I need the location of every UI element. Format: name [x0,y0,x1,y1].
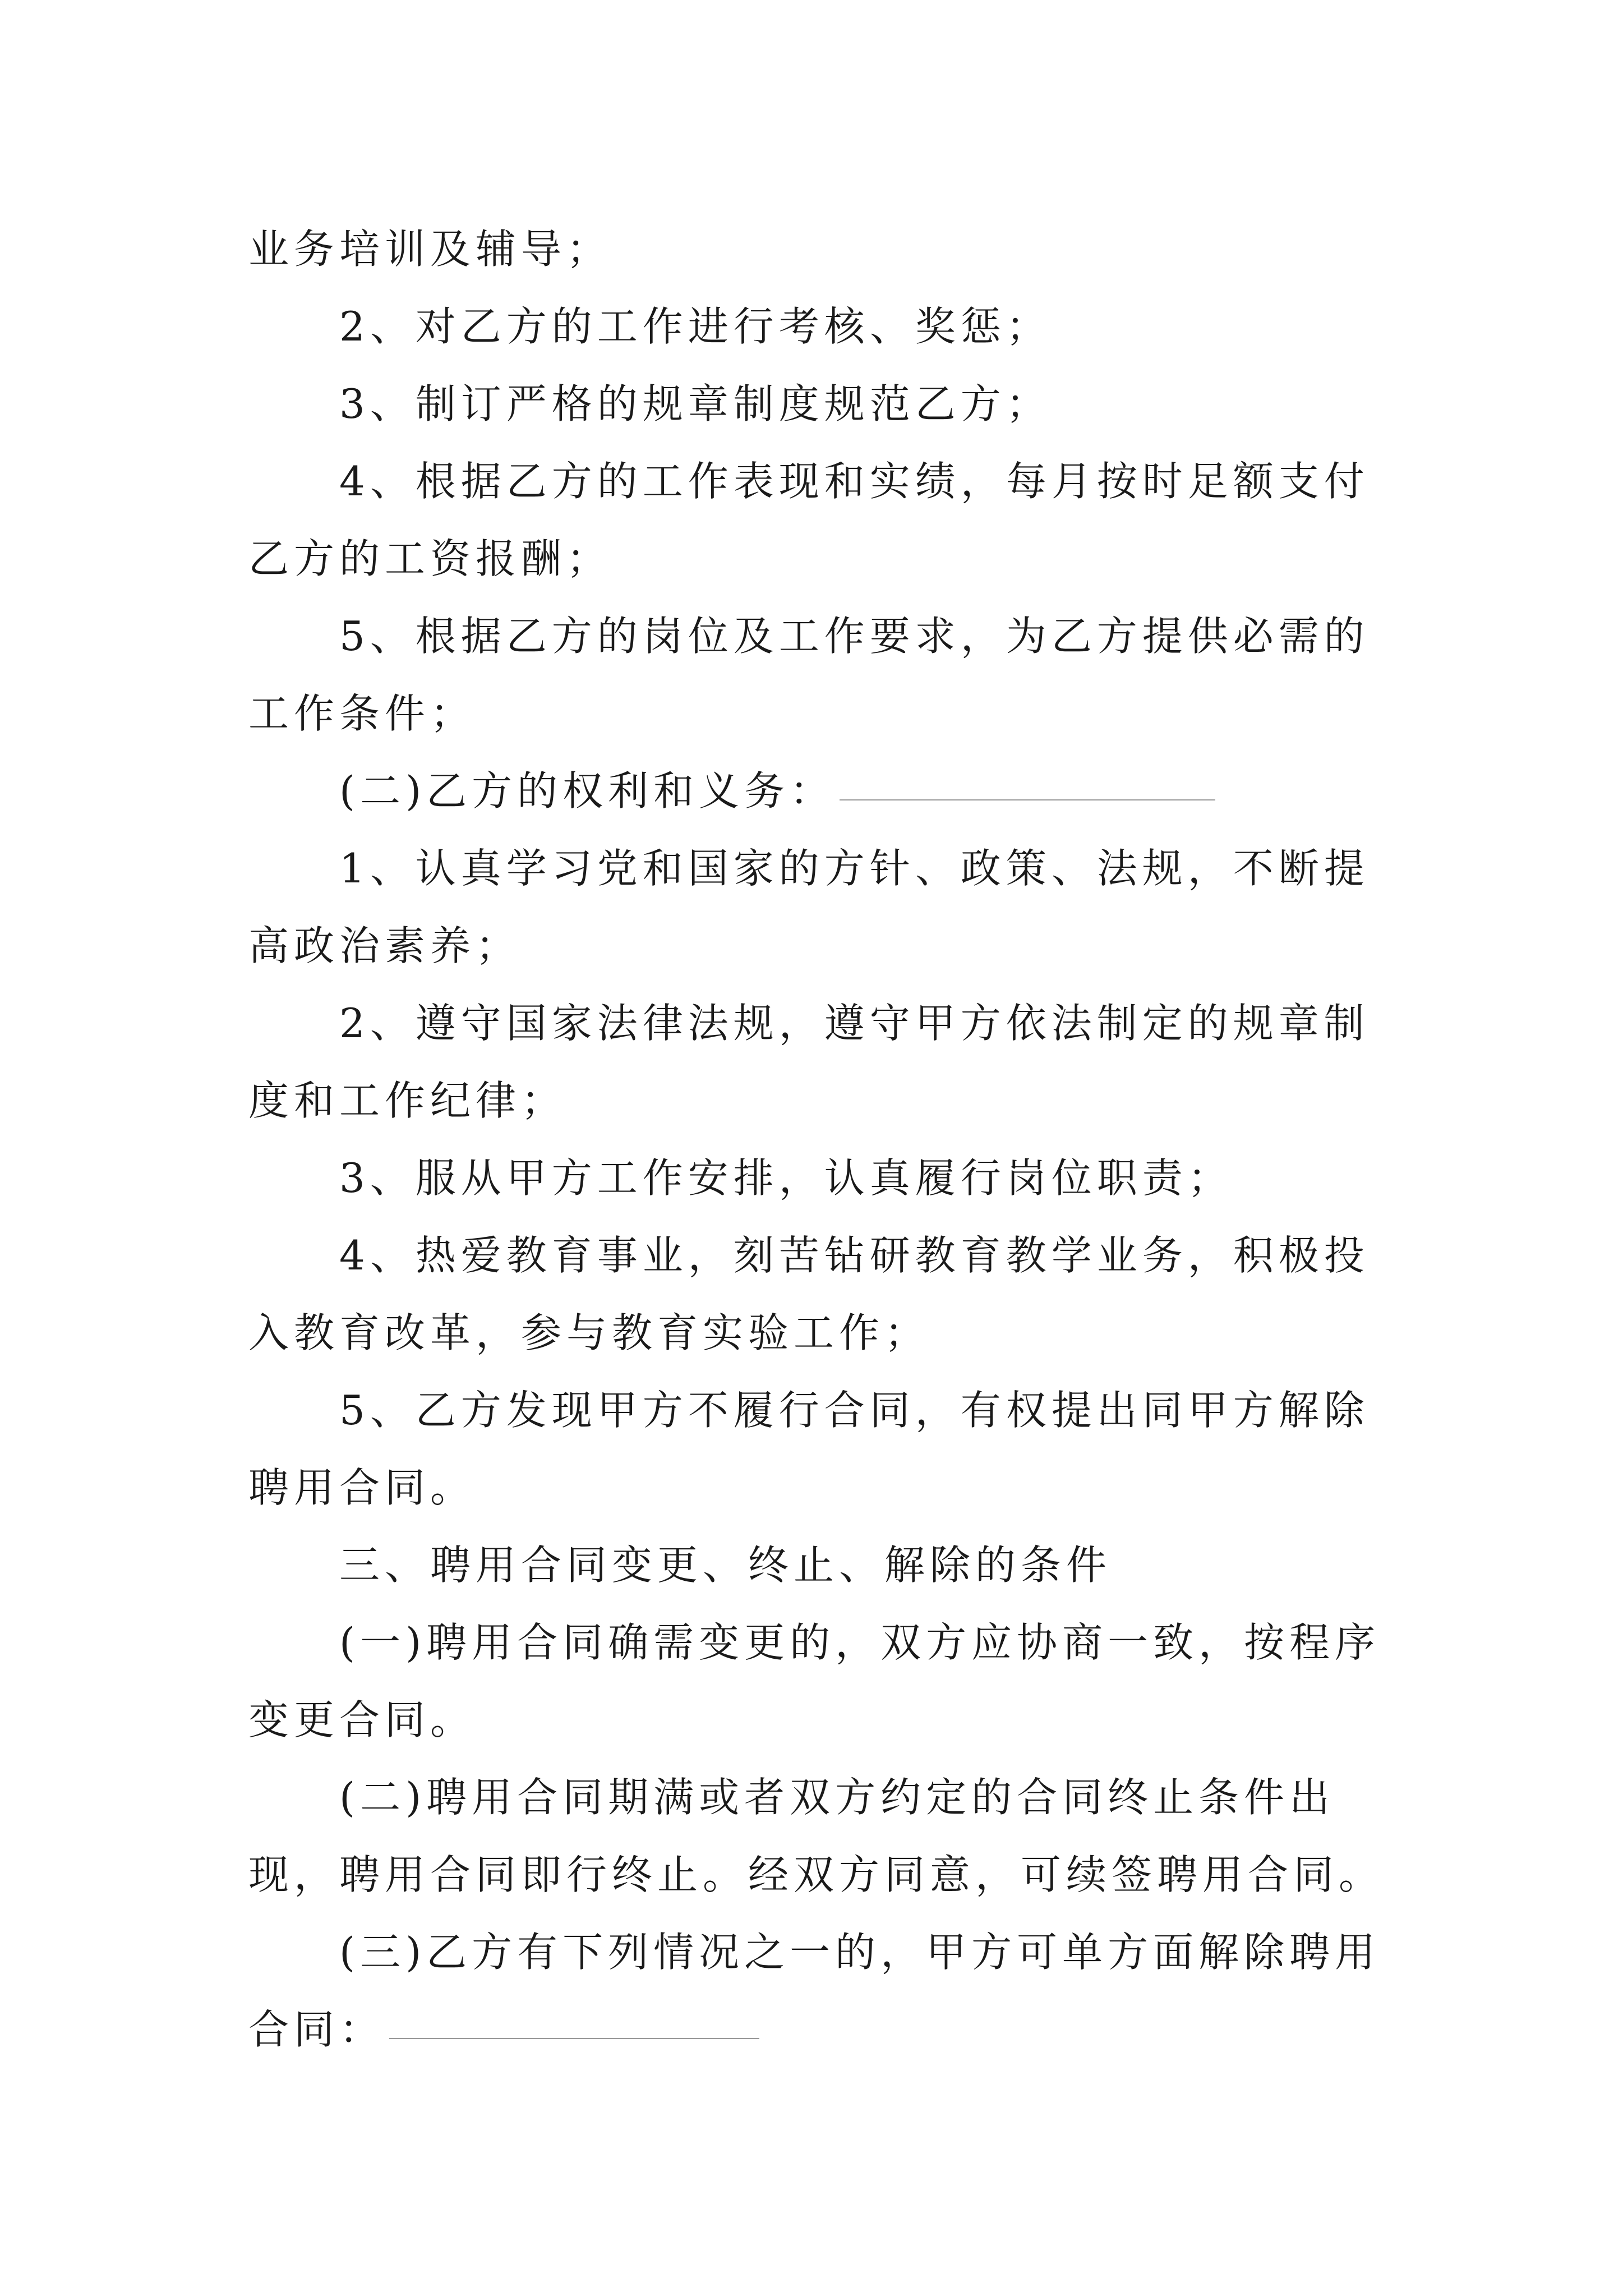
unilateral-termination-text: (三)乙方有下列情况之一的，甲方可单方面解除聘用合同： [248,1929,1381,2053]
document-body [248,210,1387,2068]
paragraph-item-2-assessment: 2、对乙方的工作进行考核、奖惩； [339,303,1052,350]
paragraph-b-item-2-laws: 2、遵守国家法律法规，遵守甲方依法制定的规章制度和工作纪律； [248,1000,1370,1124]
paragraph-b-item-3-duties: 3、服从甲方工作安排，认真履行岗位职责； [339,1154,1233,1202]
paragraph-change-clause: (一)聘用合同确需变更的，双方应协商一致，按程序变更合同。 [248,1619,1381,1743]
paragraph-item-4-salary: 4、根据乙方的工作表现和实绩，每月按时足额支付乙方的工资报酬； [248,458,1370,582]
paragraph-b-item-5-terminate: 5、乙方发现甲方不履行合同，有权提出同甲方解除聘用合同。 [248,1387,1370,1511]
paragraph-party-b-rights-heading [248,752,1387,830]
paragraph-b-item-1-study: 1、认真学习党和国家的方针、政策、法规，不断提高政治素养； [248,845,1370,969]
fill-in-blank-line[interactable] [840,799,1215,800]
paragraph-item-5-conditions: 5、根据乙方的岗位及工作要求，为乙方提供必需的工作条件； [248,613,1370,737]
paragraph-training: 业务培训及辅导； [248,226,612,273]
paragraph-item-3-rules: 3、制订严格的规章制度规范乙方； [339,380,1052,427]
paragraph-unilateral-termination [248,1913,1387,2068]
paragraph-b-item-4-education: 4、热爱教育事业，刻苦钻研教育教学业务，积极投入教育改革，参与教育实验工作； [248,1232,1370,1356]
fill-in-blank-line[interactable] [389,2038,759,2039]
paragraph-expiry-clause: (二)聘用合同期满或者双方约定的合同终止条件出现，聘用合同即行终止。经双方同意，可续签聘用合同。 [248,1774,1385,1898]
section-heading-contract-changes: 三、聘用合同变更、终止、解除的条件 [339,1542,1112,1589]
party-b-rights-heading-text: (二)乙方的权利和义务： [339,767,836,815]
